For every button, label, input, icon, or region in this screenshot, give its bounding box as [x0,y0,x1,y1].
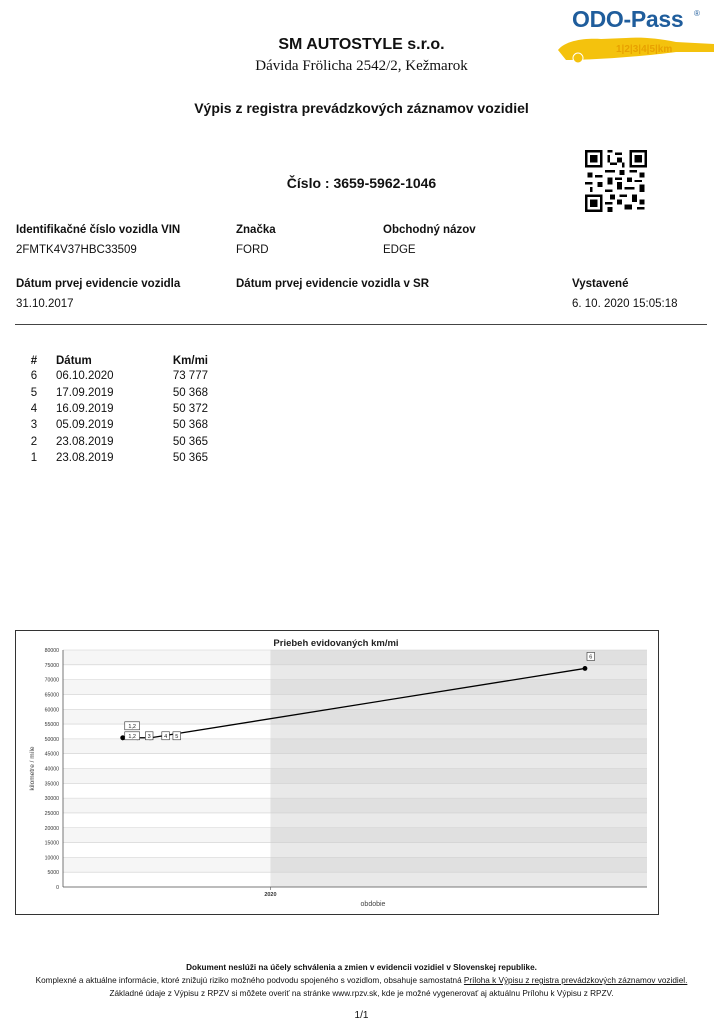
grid-band [63,680,647,695]
grid-band [63,739,647,754]
row-date: 23.08.2019 [56,435,114,448]
document-title: Výpis z registra prevádzkových záznamov vozidiel [194,100,529,116]
brand-label: Značka [236,224,276,236]
row-km: 73 777 [172,370,208,383]
annotation-label: 6 [589,654,593,661]
row-km: 50 368 [172,419,208,432]
table-header-row [24,354,208,368]
logo-registered-mark: ® [694,9,700,18]
row-date: 23.08.2019 [56,452,114,465]
table-row [24,434,208,450]
row-km: 50 372 [172,402,208,415]
logo-tagline: 1|2|3|4|5|km [616,44,673,55]
row-number: 4 [30,402,38,415]
table-row [24,417,208,433]
y-tick-label: 25000 [44,810,59,817]
row-date: 16.09.2019 [56,402,114,415]
annotation-label: 4 [164,733,168,740]
brand-value: FORD [236,244,269,256]
annotation-label: 3 [147,733,151,740]
col-header-km: Km/mi [172,355,208,367]
y-tick-label: 0 [56,885,59,891]
row-km: 50 365 [172,435,208,448]
y-tick-label: 65000 [44,692,59,699]
data-point [120,735,125,740]
annotation-label: 5 [175,733,179,740]
y-tick-label: 55000 [44,722,59,729]
row-number: 3 [30,419,38,432]
footer-info-text: Komplexné a aktuálne informácie, ktoré znižujú riziko možného podvodu spojeného s vozidlom, obsahuje samostatná [35,976,462,985]
y-tick-label: 15000 [44,840,59,847]
row-number: 2 [30,435,38,448]
data-point [583,666,588,671]
vin-value: 2FMTK4V37HBC33509 [16,244,137,256]
vin-label: Identifikačné číslo vozidla VIN [16,224,181,236]
col-header-date: Dátum [56,355,92,367]
y-tick-label: 50000 [44,736,59,743]
first-registration-sr-label: Dátum prvej evidencie vozidla v SR [236,278,430,290]
y-tick-label: 35000 [44,781,59,788]
y-tick-label: 5000 [47,870,59,877]
y-tick-label: 10000 [44,855,59,862]
table-row [24,368,208,384]
annotation-label: 1,2 [128,723,136,730]
x-axis-label: obdobie [360,901,386,908]
y-tick-label: 75000 [44,662,59,669]
y-tick-label: 70000 [44,677,59,684]
footer-info [0,976,723,985]
table-row [24,450,208,466]
row-km: 50 365 [172,452,208,465]
row-number: 1 [30,452,38,465]
y-tick-label: 45000 [44,751,59,758]
footer-disclaimer: Dokument neslúži na účely schválenia a zmien v evidencii vozidiel v Slovenskej republike. [186,963,537,972]
x-tick-label: 2020 [264,892,277,898]
table-row [24,401,208,417]
y-tick-label: 80000 [44,648,59,654]
grid-band [63,650,647,665]
mileage-records-table [24,354,208,466]
first-registration-label: Dátum prvej evidencie vozidla [16,278,181,290]
row-date: 05.09.2019 [56,419,114,432]
chart-title: Priebeh evidovaných km/mi [273,638,399,649]
grid-band [63,798,647,813]
mileage-chart [15,630,657,913]
y-tick-label: 30000 [44,796,59,803]
row-number: 6 [30,370,38,383]
y-tick-label: 40000 [44,766,59,773]
row-km: 50 368 [172,386,208,399]
annotation-label: 1,2 [128,733,136,740]
company-name: SM AUTOSTYLE s.r.o. [278,36,445,53]
section-divider [15,324,707,325]
col-header-number: # [30,355,38,367]
appendix-link[interactable]: Príloha k Výpisu z registra prevádzkových záznamov vozidiel. [463,976,688,985]
issued-label: Vystavené [572,278,629,290]
row-number: 5 [30,386,38,399]
issued-value: 6. 10. 2020 15:05:18 [572,298,678,310]
table-row [24,384,208,400]
qr-code [585,150,647,212]
y-tick-label: 20000 [44,825,59,832]
row-date: 17.09.2019 [56,386,114,399]
model-value: EDGE [383,244,416,256]
y-axis-label: kilometre / míle [29,746,36,791]
grid-band [63,857,647,872]
logo-wordmark: ODO-Pass [572,6,684,32]
document-number: Číslo : 3659-5962-1046 [286,175,437,191]
page-number: 1/1 [354,1010,369,1021]
model-label: Obchodný názov [383,224,476,236]
row-date: 06.10.2020 [56,370,114,383]
grid-band [63,828,647,843]
footer-verification: Základné údaje z Výpisu z RPZV si môžete overiť na stránke www.rpzv.sk, kde je možné vygenerovať aj aktuálnu Prílohu k Výpisu z RPZV. [109,989,614,998]
first-registration-value: 31.10.2017 [16,298,74,310]
y-tick-label: 60000 [44,707,59,714]
company-address: Dávida Frölicha 2542/2, Kežmarok [255,58,468,74]
grid-band [63,709,647,724]
grid-band [63,769,647,784]
